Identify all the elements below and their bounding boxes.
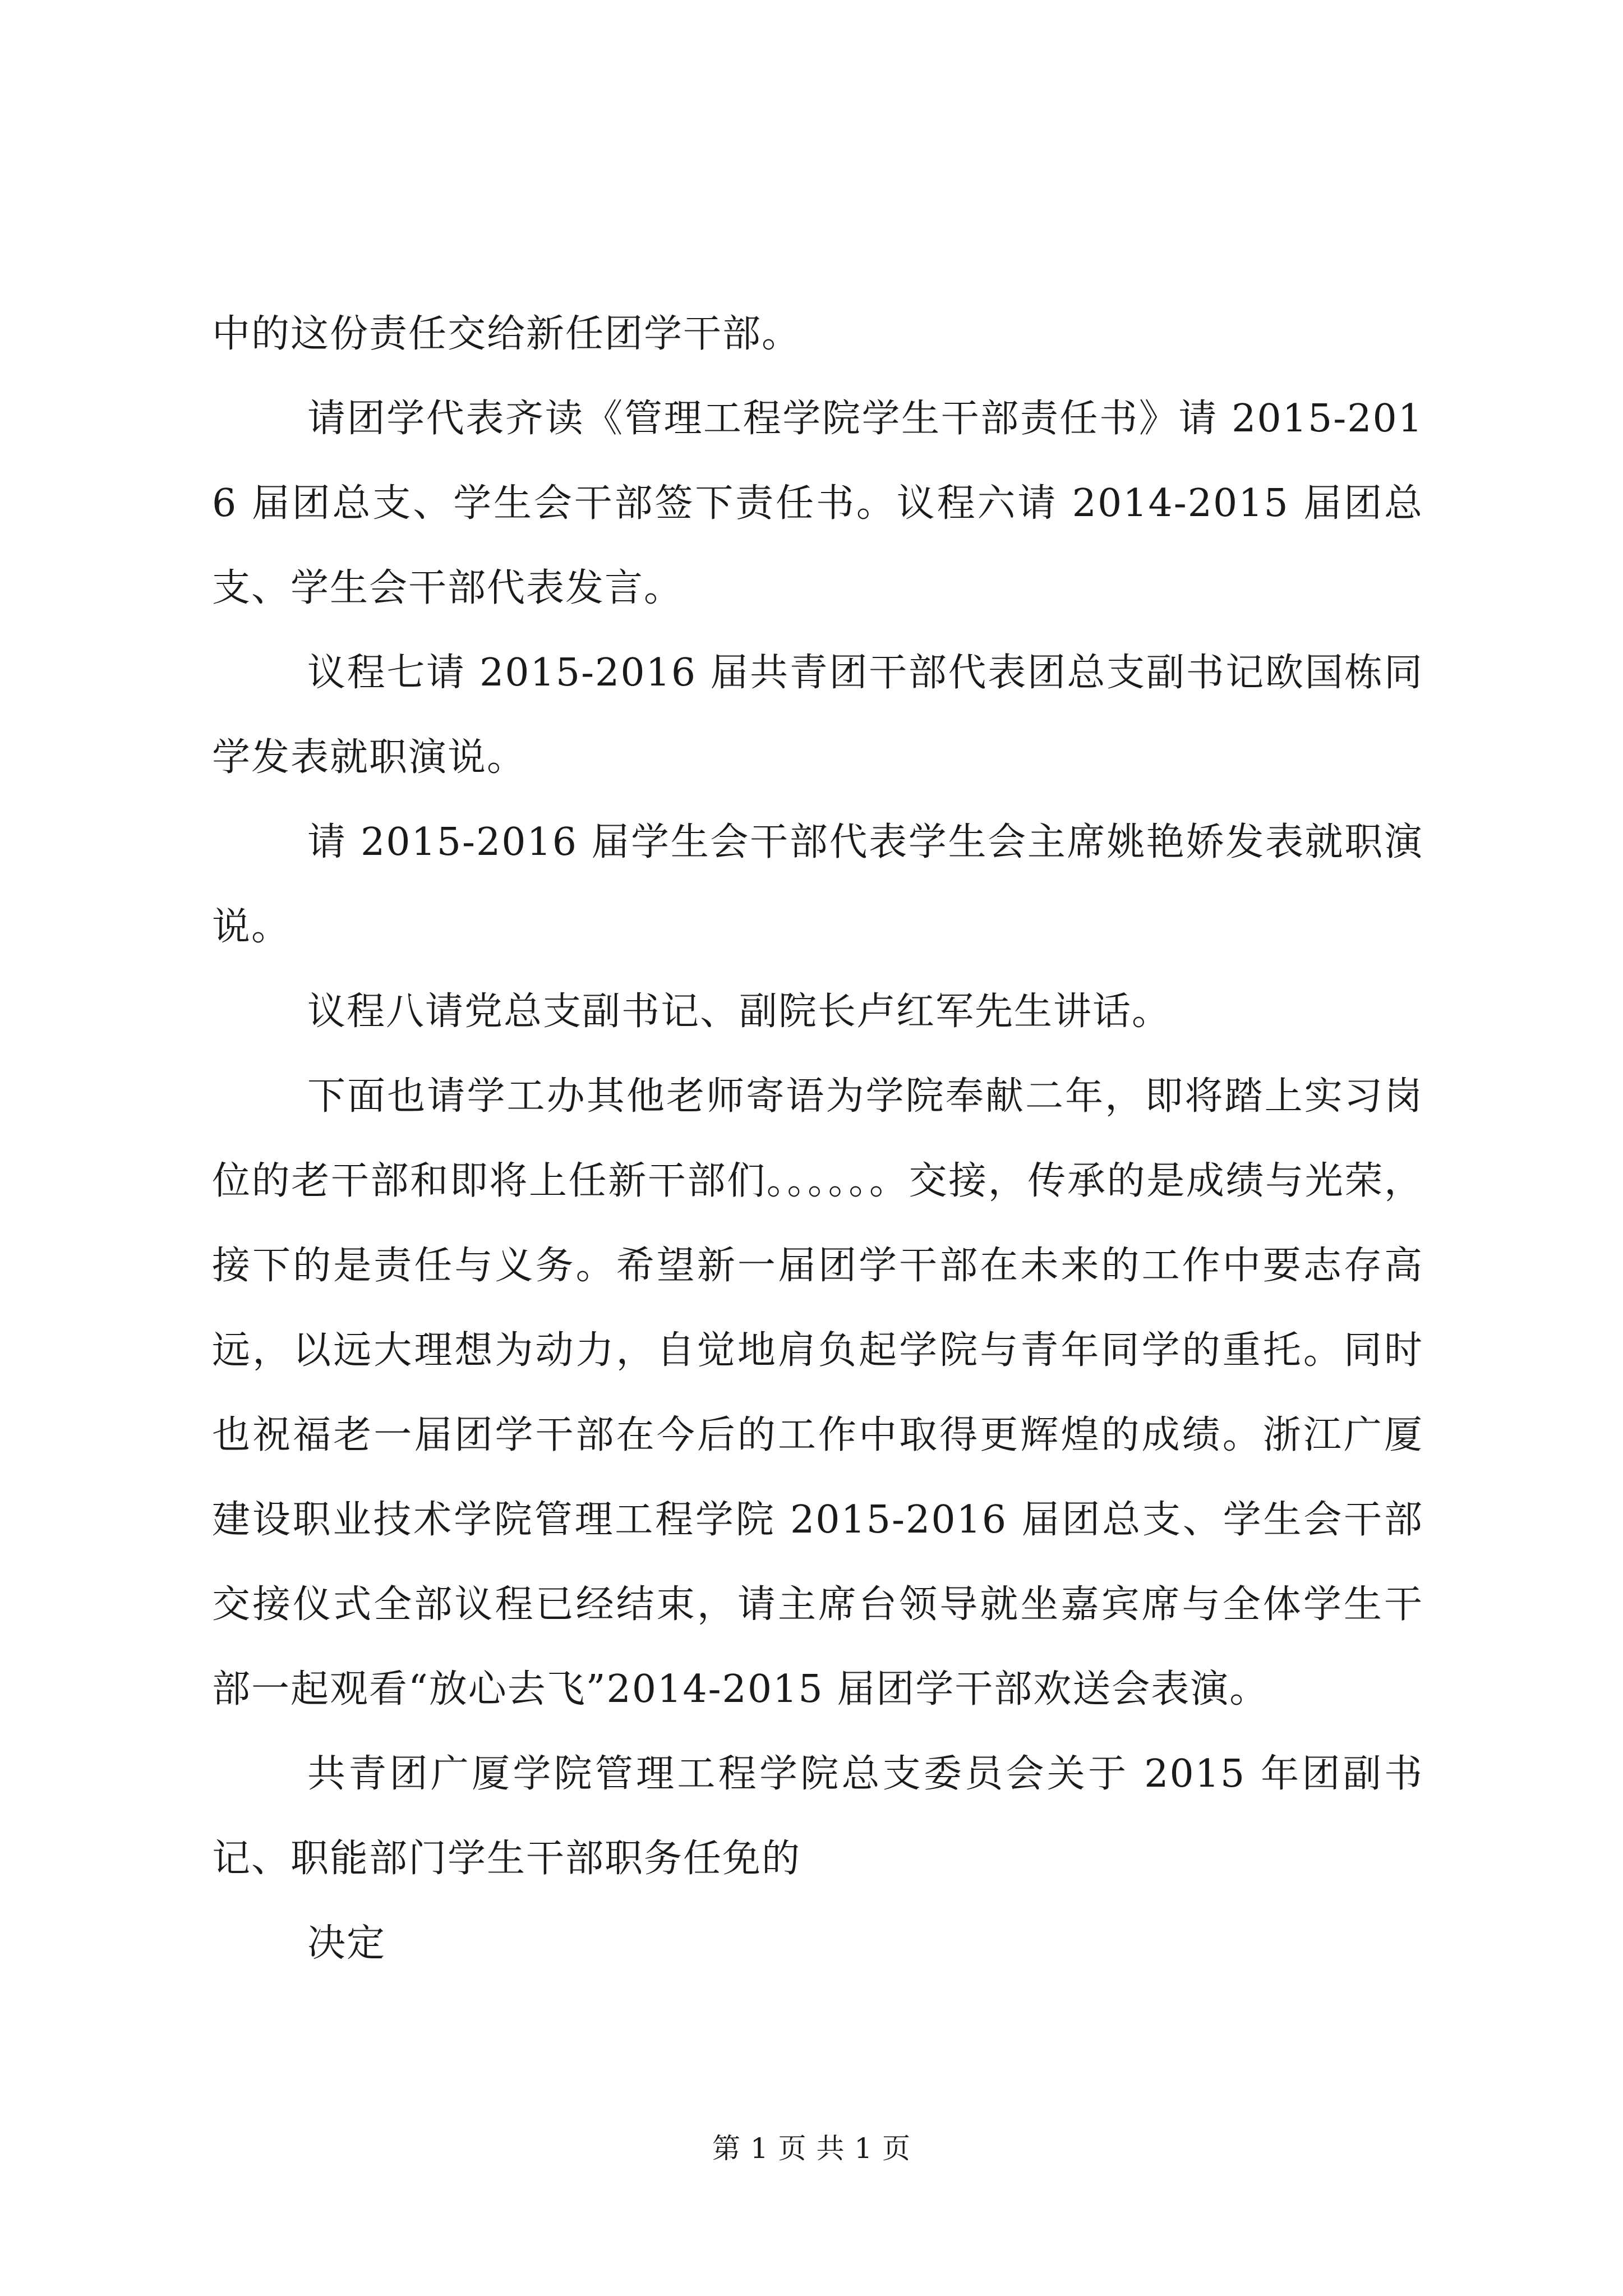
paragraph-continuation: 中的这份责任交给新任团学干部。: [212, 312, 801, 356]
paragraph-decision-word: 决定: [307, 1921, 386, 1966]
paragraph-decision-title: 共青团广厦学院管理工程学院总支委员会关于 2015 年团副书记、职能部门学生干部职务任免的: [212, 1752, 1423, 1881]
paragraph-student-union-speech: 请 2015-2016 届学生会干部代表学生会主席姚艳娇发表就职演说。: [212, 820, 1423, 949]
paragraph-responsibility-pledge: 请团学代表齐读《管理工程学院学生干部责任书》请 2015-2016 届团总支、学生会干部签下责任书。议程六请 2014-2015 届团总支、学生会干部代表发言。: [212, 397, 1423, 610]
paragraph-agenda-eight: 议程八请党总支副书记、副院长卢红军先生讲话。: [307, 990, 1172, 1034]
paragraph-closing-remarks: 下面也请学工办其他老师寄语为学院奉献二年，即将踏上实习岗位的老干部和即将上任新干部们。。。。。。交接，传承的是成绩与光荣，接下的是责任与义务。希望新一届团学干部在未来的工作中要志存高远，以远大理想为动力，自觉地肩负起学院与青年同学的重托。同时也祝福老一届团学干部在今后的工作中取得更辉煌的成绩。浙江广厦建设职业技术学院管理工程学院 2015-2016 届团总支、学生会干部交接仪式全部议程已经结束，请主席台领导就坐嘉宾席与全体学生干部一起观看“放心去飞”2014-2015 届团学干部欢送会表演。: [212, 1074, 1423, 1711]
page-footer: 第 1 页 共 1 页: [712, 2132, 911, 2165]
paragraph-agenda-seven: 议程七请 2015-2016 届共青团干部代表团总支副书记欧国栋同学发表就职演说。: [212, 651, 1423, 780]
document-body: [212, 292, 1423, 1986]
